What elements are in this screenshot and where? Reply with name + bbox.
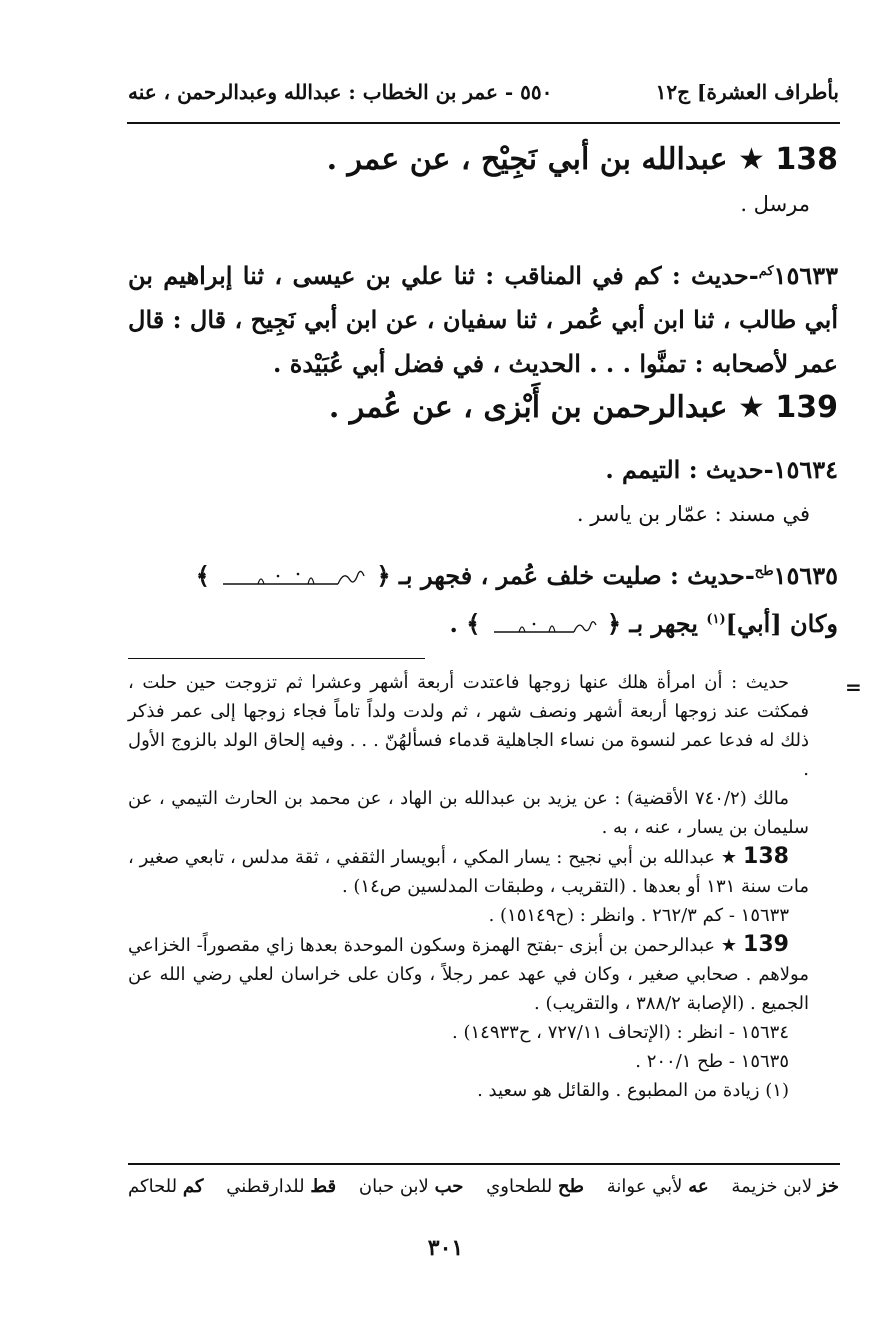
note-15633: ١٥٦٣٣ - كم ٢٦٢/٣ . وانظر : (ح١٥١٤٩) . bbox=[488, 905, 789, 926]
basmala-icon bbox=[218, 564, 368, 592]
footnote-ref: (١) bbox=[706, 612, 726, 627]
entry-number: 138 bbox=[775, 142, 838, 177]
abbrev-item bbox=[359, 1176, 464, 1210]
hadith-number: ١٥٦٣٥ bbox=[773, 561, 838, 590]
abbrev-code: عه bbox=[688, 1176, 709, 1197]
hadith-number: ١٥٦٣٤ bbox=[773, 455, 838, 484]
quran-bracket-close: ﴾ . bbox=[449, 609, 481, 638]
entry-number: 139 bbox=[775, 390, 838, 425]
abbrev-code: قط bbox=[310, 1176, 337, 1197]
abbrev-desc: لأبي عوانة bbox=[606, 1176, 683, 1197]
notes-separator bbox=[128, 658, 425, 659]
abbrev-code: حب bbox=[434, 1176, 464, 1197]
abbrev-code: خز bbox=[817, 1176, 839, 1197]
note-139 bbox=[128, 930, 809, 1018]
entry-text: عبدالله بن أبي نَجِيْح ، عن عمر . bbox=[326, 142, 728, 177]
note-number: 138 bbox=[743, 844, 789, 869]
hadith-text: -حديث : كم في المناقب : ثنا علي بن عيسى ، ثنا إبراهيم بن أبي طالب ، ثنا ابن أبي عُمر ، ثنا سفيان ، عن ابن أبي نَجِيح ، قال : قال عمر لأصحابه : تمنَّوا . . . الحديث ، في فضل أبي عُبَيْدة . bbox=[128, 261, 838, 378]
star-icon: ★ bbox=[738, 390, 765, 425]
abbreviation-legend bbox=[128, 1176, 839, 1210]
note-malik: مالك (٧٤٠/٢ الأقضية) : عن يزيد بن عبدالله بن الهاد ، عن محمد بن الحارث التيمي ، عن سليمان بن يسار ، عنه ، به . bbox=[128, 788, 809, 838]
hadith-number: ١٥٦٣٣ bbox=[773, 261, 838, 290]
hadith-15634-sub: في مسند : عمّار بن ياسر . bbox=[576, 502, 810, 526]
abbrev-desc: للطحاوي bbox=[486, 1176, 553, 1197]
hadith-text: -حديث : صليت خلف عُمر ، فجهر بـ ﴿ bbox=[376, 561, 755, 590]
footnotes bbox=[128, 668, 809, 1105]
entry-138-line bbox=[128, 138, 838, 182]
entry-138 bbox=[128, 138, 838, 226]
equals-mark: = bbox=[845, 675, 862, 699]
hadith-15634-line bbox=[128, 448, 838, 492]
footer-rule bbox=[128, 1163, 840, 1165]
hadith-text: -حديث : التيمم . bbox=[605, 455, 774, 484]
abbrev-item bbox=[486, 1176, 584, 1210]
note-text: عبدالرحمن بن أبزى -بفتح الهمزة وسكون الموحدة بعدها زاي مقصوراً- الخزاعي مولاهم . صحابي صغير ، وكان في عهد عمر رجلاً ، وكان على خراسان لعلي رضي الله عن الجميع . (الإصابة ٣٨٨/٢ ، والتقريب) . bbox=[128, 935, 809, 1014]
abbrev-item bbox=[226, 1176, 336, 1210]
hadith-15635-line2 bbox=[128, 598, 838, 646]
hadith-15634 bbox=[128, 448, 838, 536]
header-rule bbox=[127, 122, 840, 124]
abbrev-item bbox=[731, 1176, 839, 1210]
hadith-15635-line1 bbox=[128, 550, 838, 598]
entry-138-sub: مرسل . bbox=[740, 192, 810, 216]
hadith-15635 bbox=[128, 550, 838, 646]
source-marker: كم bbox=[758, 264, 774, 279]
entry-text: عبدالرحمن بن أَبْزى ، عن عُمر . bbox=[328, 390, 728, 425]
hadith-text-b: يجهر بـ ﴿ bbox=[607, 609, 698, 638]
header-book-title: بأطراف العشرة] ج١٢ bbox=[655, 80, 839, 104]
note-15635: ١٥٦٣٥ - طح ٢٠٠/١ . bbox=[635, 1051, 789, 1072]
entry-139 bbox=[128, 386, 838, 430]
hadith-text-a: وكان [أبي] bbox=[725, 609, 838, 638]
star-icon: ★ bbox=[720, 935, 738, 956]
abbrev-desc: لابن حبان bbox=[358, 1176, 429, 1197]
abbrev-desc: للحاكم bbox=[128, 1176, 178, 1197]
footnote-1: (١) زيادة من المطبوع . والقائل هو سعيد . bbox=[477, 1080, 789, 1101]
abbrev-code: طح bbox=[558, 1176, 584, 1197]
entry-139-line bbox=[128, 386, 838, 430]
abbrev-desc: لابن خزيمة bbox=[731, 1176, 813, 1197]
header-chapter-title: ٥٥٠ - عمر بن الخطاب : عبدالله وعبدالرحمن ، عنه bbox=[128, 80, 553, 104]
star-icon: ★ bbox=[720, 847, 738, 868]
note-hadith: حديث : أن امرأة هلك عنها زوجها فاعتدت أربعة أشهر وعشرا ثم تزوجت حين حلت ، فمكثت عند زوجها أربعة أشهر ونصف شهر ، ثم ولدت ولداً تاماً فجاء زوجها إلى عمر فذكر ذلك له فدعا عمر لنسوة من نساء الجاهلية قدماء فسألهُنّ . . . وفيه إلحاق الولد بالزوج الأول . bbox=[128, 672, 809, 780]
note-138 bbox=[128, 842, 809, 901]
hadith-15633 bbox=[128, 250, 838, 386]
basmala-icon bbox=[489, 612, 599, 640]
star-icon: ★ bbox=[738, 142, 765, 177]
page-number: ٣٠١ bbox=[427, 1235, 464, 1261]
quran-bracket-close: ﴾ bbox=[195, 561, 210, 590]
note-number: 139 bbox=[743, 932, 789, 957]
abbrev-code: كم bbox=[182, 1176, 204, 1197]
abbrev-item bbox=[128, 1176, 203, 1210]
note-15634: ١٥٦٣٤ - انظر : (الإتحاف ٧٢٧/١١ ، ح١٤٩٣٣) . bbox=[452, 1022, 789, 1043]
abbrev-item bbox=[607, 1176, 709, 1210]
running-header bbox=[128, 74, 839, 110]
source-marker: طح bbox=[754, 564, 774, 579]
note-text: عبدالله بن أبي نجيح : يسار المكي ، أبويسار الثقفي ، ثقة مدلس ، تابعي صغير ، مات سنة ١٣١ أو بعدها . (التقريب ، وطبقات المدلسين ص١٤) . bbox=[128, 847, 809, 897]
abbrev-desc: للدارقطني bbox=[226, 1176, 305, 1197]
